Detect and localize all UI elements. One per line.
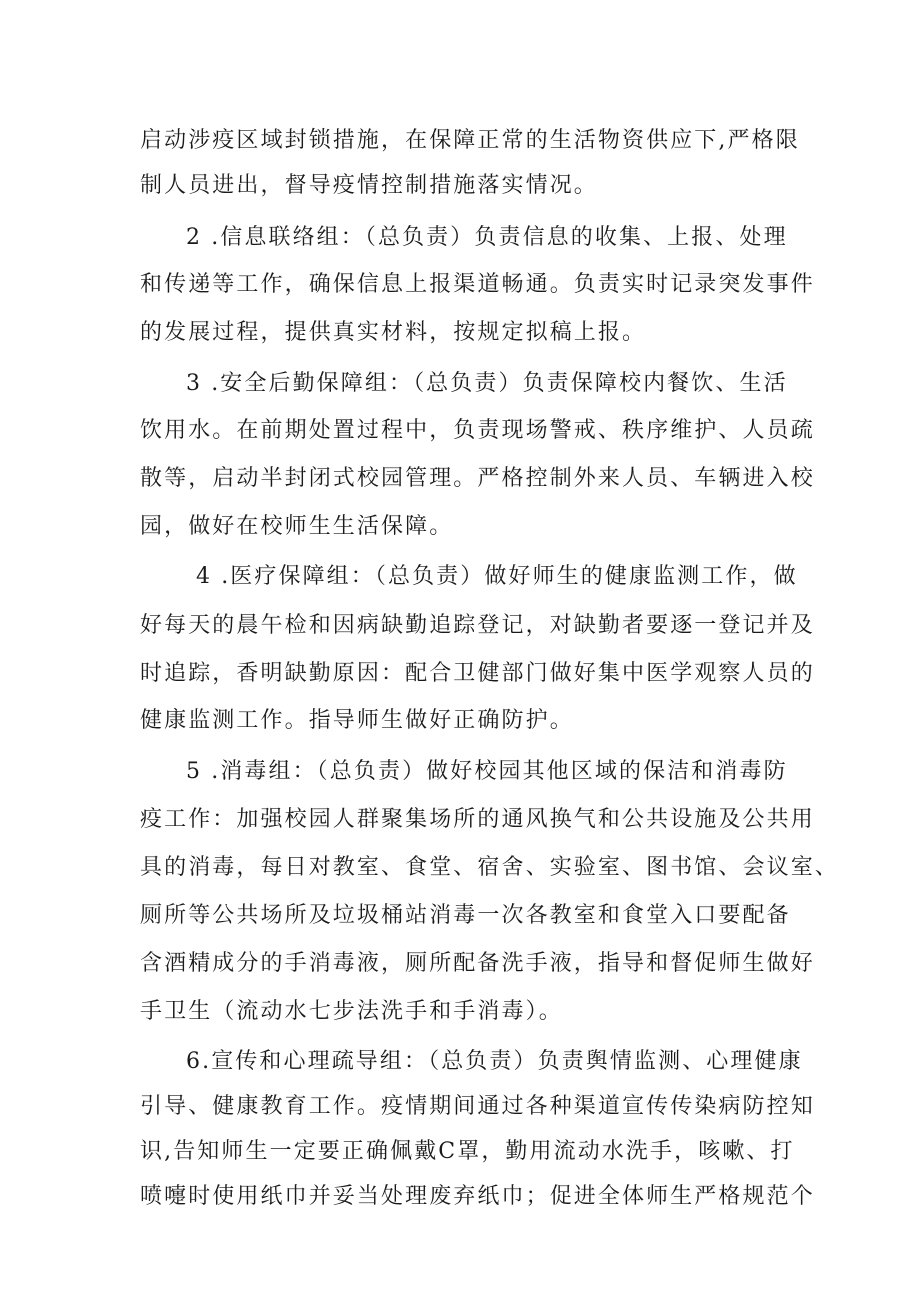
paragraph-2-line-3: 的发展过程，提供真实材料，按规定拟稿上报。 <box>140 320 647 345</box>
paragraph-2-line-2: 和传递等工作，确保信息上报渠道畅通。负责实时记录突发事件 <box>140 272 815 297</box>
paragraph-1-line-1: 启动涉疫区域封锁措施，在保障正常的生活物资供应下,严格限 <box>140 128 800 153</box>
paragraph-4-line-4: 健康监测工作。指导师生做好正确防护。 <box>140 708 574 733</box>
paragraph-3-line-1: 3 .安全后勤保障组：（总负责）负责保障校内餐饮、生活 <box>186 371 788 396</box>
paragraph-1-line-2: 制人员进出，督导疫情控制措施落实情况。 <box>140 173 598 198</box>
paragraph-3-line-4: 园，做好在校师生生活保障。 <box>140 514 454 539</box>
paragraph-4-line-3: 时追踪，香明缺勤原因：配合卫健部门做好集中医学观察人员的 <box>140 661 815 686</box>
paragraph-6-line-3: 识,告知师生一定要正确佩戴C罩，勤用流动水洗手，咳嗽、打 <box>140 1139 795 1164</box>
paragraph-4-line-2: 好每天的晨午检和因病缺勤追踪登记，对缺勤者要逐一登记并及 <box>140 613 815 638</box>
paragraph-5-line-6: 手卫生（流动水七步法洗手和手消毒）。 <box>140 999 563 1024</box>
paragraph-6-line-1: 6.宣传和心理疏导组：（总负责）负责舆情监测、心理健康 <box>186 1049 803 1074</box>
paragraph-2-line-1: 2 .信息联络组：（总负责）负责信息的收集、上报、处理 <box>186 225 788 250</box>
paragraph-5-line-3: 具的消毒，每日对教室、食堂、宿舍、实验室、图书馆、会议室、 <box>140 855 839 880</box>
paragraph-5-line-5: 含酒精成分的手消毒液，厕所配备洗手液，指导和督促师生做好 <box>140 951 815 976</box>
paragraph-3-line-3: 散等，启动半封闭式校园管理。严格控制外来人员、车辆进入校 <box>140 466 815 491</box>
paragraph-5-line-1: 5 .消毒组：（总负责）做好校园其他区域的保洁和消毒防 <box>186 759 788 784</box>
paragraph-5-line-4: 厕所等公共场所及垃圾桶站消毒一次各教室和食堂入口要配备 <box>140 903 791 928</box>
paragraph-6-line-4: 喷嚏时使用纸巾并妥当处理废弃纸巾；促进全体师生严格规范个 <box>140 1184 815 1209</box>
paragraph-4-line-1: 4 .医疗保障组：（总负责）做好师生的健康监测工作，做 <box>196 564 798 589</box>
paragraph-6-line-2: 引导、健康教育工作。疫情期间通过各种渠道宣传传染病防控知 <box>140 1094 815 1119</box>
paragraph-5-line-2: 疫工作：加强校园人群聚集场所的通风换气和公共设施及公共用 <box>140 807 815 832</box>
paragraph-3-line-2: 饮用水。在前期处置过程中，负责现场警戒、秩序维护、人员疏 <box>140 418 815 443</box>
